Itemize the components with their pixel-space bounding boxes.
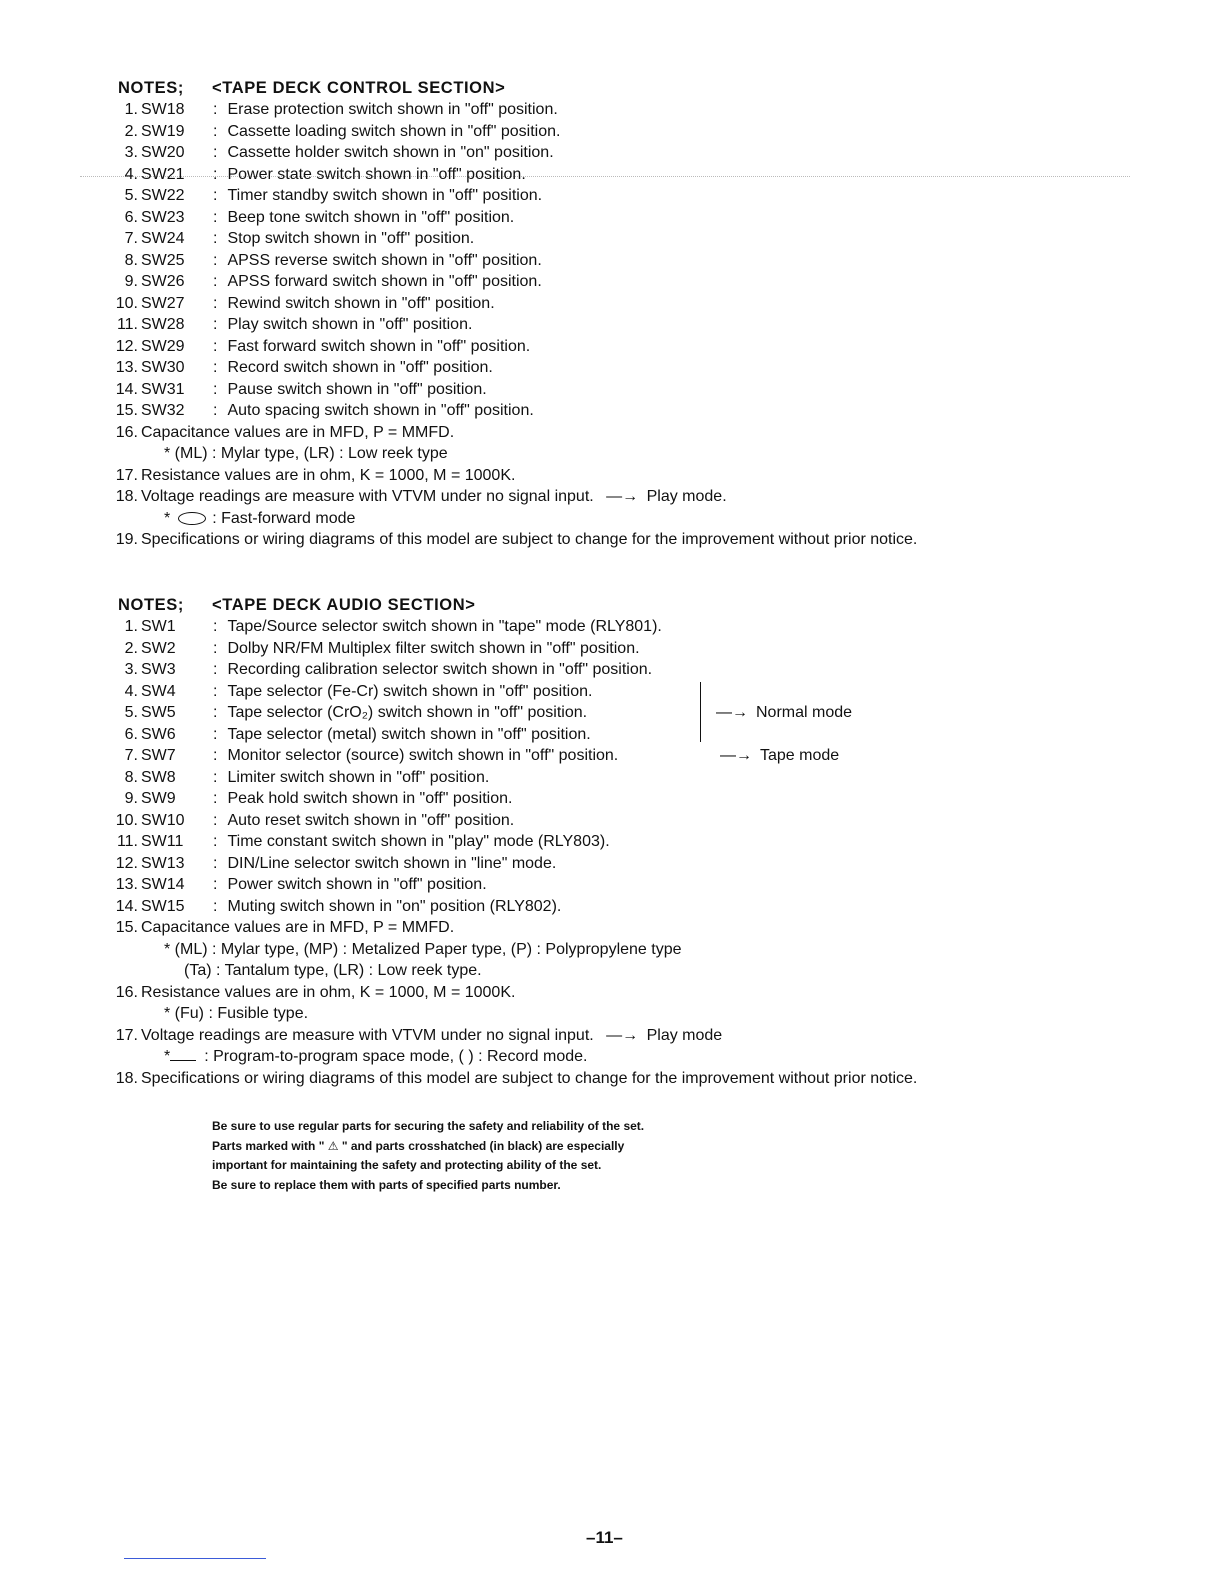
switch-note-row bbox=[108, 812, 1108, 834]
switch-note-row bbox=[108, 295, 1108, 317]
switch-id: SW8 bbox=[141, 768, 176, 786]
switch-description: : Tape selector (CrO₂) switch shown in "off" position. bbox=[213, 704, 588, 721]
switch-description-text: Stop switch shown in "off" position. bbox=[227, 230, 475, 247]
switch-description-text: Time constant switch shown in "play" mode (RLY803). bbox=[227, 833, 610, 850]
switch-note-row bbox=[108, 316, 1108, 338]
tape-deck-audio-notes bbox=[108, 596, 1108, 1091]
switch-list bbox=[108, 618, 1108, 919]
switch-note-row bbox=[108, 898, 1108, 920]
note-subtext: * (ML) : Mylar type, (MP) : Metalized Paper type, (P) : Polypropylene type bbox=[164, 940, 682, 958]
switch-description: : Cassette loading switch shown in "off" position. bbox=[213, 122, 561, 140]
note-15-sub-1 bbox=[108, 941, 1108, 963]
note-16-sub bbox=[108, 1005, 1108, 1027]
switch-description-text: Cassette loading switch shown in "off" position. bbox=[227, 122, 561, 140]
note-text: Capacitance values are in MFD, P = MMFD. bbox=[141, 423, 455, 441]
note-number: 17. bbox=[115, 466, 138, 484]
warning-line: Parts marked with " ⚠ " and parts crosshatched (in black) are especially bbox=[212, 1138, 625, 1153]
mode-label: Play mode bbox=[646, 1026, 723, 1044]
note-number: 17. bbox=[115, 1026, 138, 1044]
switch-id: SW13 bbox=[141, 854, 185, 872]
switch-note-row bbox=[108, 381, 1108, 403]
switch-note-row bbox=[108, 683, 1108, 705]
switch-description-text: Beep tone switch shown in "off" position. bbox=[227, 208, 515, 226]
switch-note-row bbox=[108, 790, 1108, 812]
note-subtext: (Ta) : Tantalum type, (LR) : Low reek type. bbox=[184, 962, 482, 979]
note-number: 15. bbox=[115, 402, 138, 419]
note-number: 14. bbox=[115, 897, 138, 915]
switch-description: : Record switch shown in "off" position. bbox=[213, 359, 493, 376]
switch-description-text: Auto spacing switch shown in "off" position. bbox=[227, 402, 534, 419]
note-text: Resistance values are in ohm, K = 1000, M = 1000K. bbox=[141, 466, 516, 484]
switch-description-text: Monitor selector (source) switch shown in "off" position. bbox=[227, 747, 619, 764]
switch-description: : Play switch shown in "off" position. bbox=[213, 316, 473, 333]
switch-description-text: Limiter switch shown in "off" position. bbox=[227, 768, 490, 786]
note-number: 3. bbox=[124, 144, 138, 161]
switch-description-text: Muting switch shown in "on" position (RLY802). bbox=[227, 897, 562, 915]
note-number: 13. bbox=[115, 876, 138, 893]
switch-id: SW3 bbox=[141, 661, 176, 678]
switch-description: : Timer standby switch shown in "off" position. bbox=[213, 187, 543, 204]
switch-id: SW30 bbox=[141, 359, 185, 376]
switch-note-row bbox=[108, 230, 1108, 252]
switch-id: SW5 bbox=[141, 704, 176, 721]
switch-description: : Tape selector (metal) switch shown in "off" position. bbox=[213, 725, 591, 743]
note-number: 9. bbox=[124, 273, 138, 290]
switch-description-text: DIN/Line selector switch shown in "line" mode. bbox=[227, 854, 557, 872]
switch-note-row bbox=[108, 704, 1108, 726]
note-number: 12. bbox=[115, 337, 138, 355]
note-17 bbox=[108, 1027, 1108, 1049]
note-text bbox=[141, 488, 727, 506]
switch-description-text: Power switch shown in "off" position. bbox=[227, 876, 487, 893]
note-number: 6. bbox=[124, 208, 138, 226]
switch-description-text: Tape selector (CrO₂) switch shown in "off" position. bbox=[227, 704, 588, 721]
right-brace-icon bbox=[692, 682, 701, 742]
switch-id: SW9 bbox=[141, 790, 176, 807]
warning-line: Be sure to use regular parts for securing the safety and reliability of the set. bbox=[212, 1119, 645, 1133]
switch-id: SW2 bbox=[141, 639, 176, 657]
note-number: 16. bbox=[115, 983, 138, 1001]
note-number: 19. bbox=[115, 531, 138, 548]
switch-description-text: Erase protection switch shown in "off" position. bbox=[227, 101, 558, 118]
switch-list bbox=[108, 101, 1108, 424]
switch-note-row bbox=[108, 747, 1108, 769]
switch-note-row bbox=[108, 876, 1108, 898]
switch-description: : Tape/Source selector switch shown in "tape" mode (RLY801). bbox=[213, 618, 662, 635]
switch-description: : APSS forward switch shown in "off" position. bbox=[213, 273, 542, 290]
note-15 bbox=[108, 919, 1108, 941]
note-number: 10. bbox=[115, 811, 138, 829]
switch-note-row bbox=[108, 144, 1108, 166]
switch-description: : Auto spacing switch shown in "off" position. bbox=[213, 402, 534, 419]
switch-id: SW21 bbox=[141, 165, 185, 183]
switch-id: SW15 bbox=[141, 897, 185, 915]
switch-id: SW10 bbox=[141, 811, 185, 829]
switch-note-row bbox=[108, 640, 1108, 662]
switch-description-text: Cassette holder switch shown in "on" position. bbox=[227, 144, 554, 161]
switch-description-text: Dolby NR/FM Multiplex filter switch shown in "off" position. bbox=[227, 639, 640, 657]
switch-description: : Erase protection switch shown in "off" position. bbox=[213, 101, 558, 118]
switch-id: SW31 bbox=[141, 380, 185, 398]
note-number: 2. bbox=[124, 639, 138, 657]
note-number: 11. bbox=[116, 833, 138, 850]
note-16 bbox=[108, 984, 1108, 1006]
note-number: 5. bbox=[124, 187, 138, 204]
switch-description: : Tape selector (Fe-Cr) switch shown in "off" position. bbox=[213, 682, 593, 700]
section-header bbox=[108, 79, 1108, 101]
note-number: 12. bbox=[115, 854, 138, 872]
note-16-sub bbox=[108, 445, 1108, 467]
section-title: <TAPE DECK CONTROL SECTION> bbox=[212, 79, 506, 97]
switch-id: SW27 bbox=[141, 294, 185, 312]
note-number: 4. bbox=[124, 682, 138, 700]
switch-note-row bbox=[108, 833, 1108, 855]
switch-description-text: Record switch shown in "off" position. bbox=[227, 359, 493, 376]
switch-note-row bbox=[108, 166, 1108, 188]
switch-description: : Muting switch shown in "on" position (RLY802). bbox=[213, 897, 562, 915]
switch-description-text: Tape selector (Fe-Cr) switch shown in "off" position. bbox=[227, 682, 593, 700]
switch-note-row bbox=[108, 402, 1108, 424]
switch-id: SW22 bbox=[141, 187, 185, 204]
note-number: 3. bbox=[124, 661, 138, 678]
switch-id: SW23 bbox=[141, 208, 185, 226]
switch-id: SW29 bbox=[141, 337, 185, 355]
note-number: 9. bbox=[124, 790, 138, 807]
switch-note-row bbox=[108, 338, 1108, 360]
switch-description-text: Pause switch shown in "off" position. bbox=[227, 380, 487, 398]
page-number: –11– bbox=[586, 1528, 623, 1547]
switch-id: SW20 bbox=[141, 144, 185, 161]
switch-description-text: Peak hold switch shown in "off" position. bbox=[227, 790, 513, 807]
underline-symbol-icon bbox=[170, 1050, 196, 1061]
note-number: 1. bbox=[124, 618, 138, 635]
switch-id: SW25 bbox=[141, 251, 185, 269]
switch-description: : Power switch shown in "off" position. bbox=[213, 876, 487, 893]
note-number: 7. bbox=[124, 230, 138, 247]
note-number: 1. bbox=[124, 101, 138, 118]
note-text: Resistance values are in ohm, K = 1000, M = 1000K. bbox=[141, 983, 516, 1001]
note-16 bbox=[108, 424, 1108, 446]
switch-description: : Recording calibration selector switch shown in "off" position. bbox=[213, 661, 653, 678]
note-15-sub-2 bbox=[108, 962, 1108, 984]
switch-note-row bbox=[108, 273, 1108, 295]
note-text-body: Voltage readings are measure with VTVM under no signal input. bbox=[141, 488, 594, 505]
arrow-icon: —→ bbox=[716, 704, 748, 721]
switch-description: : Time constant switch shown in "play" mode (RLY803). bbox=[213, 833, 610, 850]
note-17 bbox=[108, 467, 1108, 489]
note-number: 8. bbox=[124, 768, 138, 786]
note-number: 5. bbox=[124, 704, 138, 721]
switch-description-text: Auto reset switch shown in "off" position. bbox=[227, 811, 515, 829]
switch-note-row bbox=[108, 769, 1108, 791]
note-18 bbox=[108, 1070, 1108, 1092]
mode-label: Play mode. bbox=[646, 488, 727, 505]
note-number: 14. bbox=[115, 380, 138, 398]
switch-id: SW32 bbox=[141, 402, 185, 419]
note-number: 10. bbox=[115, 294, 138, 312]
section-title: <TAPE DECK AUDIO SECTION> bbox=[212, 596, 476, 614]
switch-id: SW26 bbox=[141, 273, 185, 290]
switch-id: SW4 bbox=[141, 682, 176, 700]
warning-line: important for maintaining the safety and protecting ability of the set. bbox=[212, 1158, 602, 1172]
tape-mode-note bbox=[720, 747, 839, 765]
oval-symbol-icon bbox=[178, 512, 206, 525]
switch-id: SW1 bbox=[141, 618, 176, 635]
note-number: 8. bbox=[124, 251, 138, 269]
switch-description: : Fast forward switch shown in "off" position. bbox=[213, 337, 531, 355]
note-number: 6. bbox=[124, 725, 138, 743]
switch-description: : Monitor selector (source) switch shown in "off" position. bbox=[213, 747, 619, 764]
note-number: 18. bbox=[115, 1069, 138, 1087]
switch-description: : Peak hold switch shown in "off" position. bbox=[213, 790, 513, 807]
switch-description-text: Tape selector (metal) switch shown in "off" position. bbox=[227, 725, 591, 743]
switch-note-row bbox=[108, 187, 1108, 209]
note-text: Capacitance values are in MFD, P = MMFD. bbox=[141, 919, 455, 936]
switch-id: SW24 bbox=[141, 230, 185, 247]
switch-id: SW18 bbox=[141, 101, 185, 118]
note-17-sub bbox=[108, 1048, 1108, 1070]
note-number: 16. bbox=[115, 423, 138, 441]
asterisk-icon: * bbox=[164, 509, 171, 527]
switch-description: : Auto reset switch shown in "off" position. bbox=[213, 811, 515, 829]
switch-note-row bbox=[108, 252, 1108, 274]
switch-description: : Beep tone switch shown in "off" position. bbox=[213, 208, 515, 226]
note-number: 4. bbox=[124, 165, 138, 183]
warning-line: Be sure to replace them with parts of specified parts number. bbox=[212, 1177, 561, 1192]
arrow-icon: —→ bbox=[606, 1026, 639, 1044]
switch-description: : DIN/Line selector switch shown in "line" mode. bbox=[213, 854, 557, 872]
note-text: Specifications or wiring diagrams of this model are subject to change for the improvement without prior notice. bbox=[141, 1069, 918, 1087]
safety-warning bbox=[212, 1117, 772, 1195]
mode-label: Normal mode bbox=[756, 704, 853, 721]
switch-description-text: APSS reverse switch shown in "off" position. bbox=[227, 251, 542, 269]
note-subtext bbox=[164, 510, 355, 528]
switch-description-text: Play switch shown in "off" position. bbox=[227, 316, 473, 333]
note-subtext bbox=[164, 1048, 587, 1066]
note-number: 2. bbox=[124, 122, 138, 140]
switch-note-row bbox=[108, 618, 1108, 640]
switch-description-text: APSS forward switch shown in "off" position. bbox=[227, 273, 542, 290]
switch-id: SW7 bbox=[141, 747, 176, 764]
switch-id: SW11 bbox=[141, 833, 184, 850]
arrow-icon: —→ bbox=[606, 488, 639, 505]
note-subtext: * (Fu) : Fusible type. bbox=[164, 1005, 309, 1022]
switch-note-row bbox=[108, 726, 1108, 748]
note-subtext: * (ML) : Mylar type, (LR) : Low reek type bbox=[164, 445, 448, 462]
switch-description: : Power state switch shown in "off" position. bbox=[213, 165, 526, 183]
section-header bbox=[108, 596, 1108, 618]
switch-description-text: Timer standby switch shown in "off" position. bbox=[227, 187, 543, 204]
notes-label: NOTES; bbox=[118, 596, 184, 614]
note-number: 15. bbox=[115, 919, 138, 936]
note-subtext-body: : Program-to-program space mode, ( ) : Record mode. bbox=[204, 1048, 588, 1065]
tape-deck-control-notes bbox=[108, 79, 1108, 553]
switch-description-text: Power state switch shown in "off" position. bbox=[227, 165, 526, 183]
normal-mode-note bbox=[716, 704, 852, 722]
note-text bbox=[141, 1027, 722, 1045]
switch-description: : Pause switch shown in "off" position. bbox=[213, 380, 487, 398]
note-text-body: Voltage readings are measure with VTVM under no signal input. bbox=[141, 1026, 594, 1044]
note-number: 18. bbox=[115, 488, 138, 505]
switch-description: : Cassette holder switch shown in "on" position. bbox=[213, 144, 554, 161]
switch-note-row bbox=[108, 101, 1108, 123]
note-number: 11. bbox=[116, 316, 138, 333]
switch-description-text: Rewind switch shown in "off" position. bbox=[227, 294, 495, 312]
switch-description-text: Tape/Source selector switch shown in "tape" mode (RLY801). bbox=[227, 618, 662, 635]
switch-description-text: Recording calibration selector switch shown in "off" position. bbox=[227, 661, 653, 678]
switch-description: : Stop switch shown in "off" position. bbox=[213, 230, 475, 247]
note-subtext-body: : Fast-forward mode bbox=[212, 509, 356, 527]
footer-rule bbox=[124, 1558, 266, 1559]
switch-description: : Dolby NR/FM Multiplex filter switch shown in "off" position. bbox=[213, 639, 640, 657]
arrow-icon: —→ bbox=[720, 747, 752, 764]
switch-description: : Rewind switch shown in "off" position. bbox=[213, 294, 495, 312]
asterisk-icon: * bbox=[164, 1048, 171, 1065]
note-18 bbox=[108, 488, 1108, 510]
switch-note-row bbox=[108, 661, 1108, 683]
switch-note-row bbox=[108, 123, 1108, 145]
switch-description-text: Fast forward switch shown in "off" position. bbox=[227, 337, 531, 355]
note-text: Specifications or wiring diagrams of this model are subject to change for the improvement without prior notice. bbox=[141, 531, 918, 548]
switch-note-row bbox=[108, 855, 1108, 877]
note-19 bbox=[108, 531, 1108, 553]
switch-description: : Limiter switch shown in "off" position. bbox=[213, 768, 490, 786]
switch-description: : APSS reverse switch shown in "off" position. bbox=[213, 251, 542, 269]
switch-note-row bbox=[108, 359, 1108, 381]
note-number: 7. bbox=[124, 747, 138, 764]
note-number: 13. bbox=[115, 359, 138, 376]
notes-label: NOTES; bbox=[118, 79, 184, 97]
switch-id: SW19 bbox=[141, 122, 185, 140]
switch-note-row bbox=[108, 209, 1108, 231]
note-18-sub bbox=[108, 510, 1108, 532]
switch-id: SW6 bbox=[141, 725, 176, 743]
switch-id: SW28 bbox=[141, 316, 185, 333]
mode-label: Tape mode bbox=[760, 747, 840, 764]
switch-id: SW14 bbox=[141, 876, 185, 893]
